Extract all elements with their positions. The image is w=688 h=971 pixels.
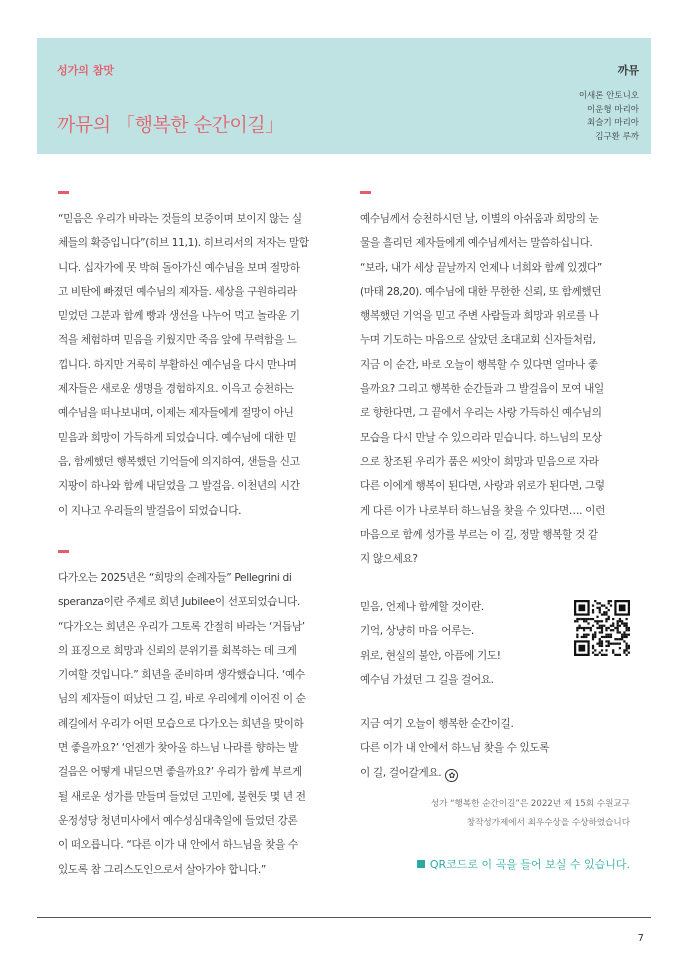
text-line: 지금 이 순간, 바로 오늘이 행복할 수 있다면 얼마나 좋 — [360, 358, 598, 371]
text-line: 면 좋을까요?’ ‘언젠가 찾아올 하느님 나라를 향하는 발 — [58, 742, 298, 755]
text-line: 지팡이 하나와 함께 내딛었을 그 발걸음. 이천년의 시간 — [58, 480, 300, 493]
text-line: “보라, 내가 세상 끝날까지 언제나 너희와 함께 있겠다” — [360, 261, 602, 274]
text-line: “다가오는 희년은 우리가 그토록 간절히 바라는 ‘거듭남’ — [58, 620, 305, 633]
text-line: 다른 이에게 행복이 된다면, 사랑과 위로가 된다면, 그렇 — [360, 480, 605, 493]
text-line: 게 다른 이가 나로부터 하느님을 찾을 수 있다면…. 이런 — [360, 504, 605, 517]
lyrics-verse-2 — [360, 712, 660, 785]
body-left-2 — [58, 566, 348, 882]
text-line: 운정성당 청년미사에서 예수성심대축일에 들었던 강론 — [58, 814, 298, 827]
square-bullet-icon — [417, 860, 425, 868]
credit-name: 이운형 마리아 — [587, 104, 639, 115]
text-line: 이 지나고 우리들의 발걸음이 되었습니다. — [58, 504, 242, 517]
qr-code-icon[interactable] — [574, 600, 630, 656]
text-line: 이 떠오릅니다. “다른 이가 내 안에서 하느님을 찾을 수 — [58, 839, 298, 852]
section-dash — [58, 191, 69, 194]
qr-caption-text: QR코드로 이 곡을 들어 보실 수 있습니다. — [429, 858, 630, 871]
flower-icon: ✿ — [445, 769, 458, 782]
text-line: 믿었던 그분과 함께 빵과 생선을 나누어 먹고 놀라운 기 — [58, 310, 300, 323]
lyric-line: 예수님 가셨던 그 길을 걸어요. — [360, 673, 494, 686]
text-line: 제자들은 새로운 생명을 경험하지요. 이윽고 승천하는 — [58, 383, 294, 396]
text-line: 낍니다. 하지만 거룩히 부활하신 예수님을 다시 만나며 — [58, 358, 297, 371]
footer-divider — [37, 917, 651, 918]
section-label: 성가의 참맛 — [57, 64, 114, 77]
credits — [579, 90, 639, 144]
text-line: 마음으로 함께 성가를 부르는 이 길, 정말 행복할 것 같 — [360, 528, 598, 541]
text-line: 있도록 참 그리스도인으로서 살아가야 합니다.” — [58, 863, 267, 876]
text-line: “믿음은 우리가 바라는 것들의 보증이며 보이지 않는 실 — [58, 213, 302, 225]
text-line: 기여할 것입니다.” 희년을 준비하며 생각했습니다. ‘예수 — [58, 669, 305, 682]
text-line: 믿음과 희망이 가득하게 되었습니다. 예수님에 대한 믿 — [58, 431, 297, 444]
text-line: 고 비탄에 빠졌던 예수님의 제자들. 세상을 구원하리라 — [58, 285, 297, 298]
body-right-1 — [360, 207, 650, 571]
text-line: 예수님께서 승천하시던 날, 이별의 아쉬움과 희망의 눈 — [360, 213, 599, 225]
lyric-line: 다른 이가 내 안에서 하느님 찾을 수 있도록 — [360, 742, 550, 755]
lyric-line — [360, 761, 660, 785]
text-line: speranza이란 주제로 희년 Jubilee이 선포되었습니다. — [58, 596, 300, 609]
text-line: 예수님을 떠나보내며, 이제는 제자들에게 절망이 아닌 — [58, 407, 294, 420]
text-line: 을까요? 그리고 행복한 순간들과 그 발걸음이 모여 내일 — [360, 383, 604, 396]
text-line: 물을 흘리던 제자들에게 예수님께서는 말씀하십니다. — [360, 237, 593, 250]
text-line: 지 않으세요? — [360, 553, 418, 566]
lyric-line: 위로, 현실의 불안, 아픔에 기도! — [360, 649, 501, 662]
text-line: 례길에서 우리가 어떤 모습으로 다가오는 희년을 맞이하 — [58, 717, 304, 730]
text-line: 걸음은 어떻게 내딛으면 좋을까요?’ 우리가 함께 부르게 — [58, 766, 302, 779]
lyric-line: 믿음, 언제나 함께할 것이란. — [360, 601, 484, 613]
credit-name: 최슬기 마리아 — [587, 118, 639, 128]
credit-name: 이새론 안토니오 — [578, 91, 639, 101]
credit-name: 김구환 루까 — [595, 131, 639, 142]
lyric-text: 이 길, 걸어갈게요. — [360, 766, 442, 779]
section-dash — [58, 550, 69, 553]
header-banner — [37, 38, 651, 154]
note-line: 성가 “행복한 순간이길”은 2022년 제 15회 수원교구 — [430, 799, 630, 809]
text-line: 누며 기도하는 마음으로 살았던 초대교회 신자들처럼, — [360, 334, 596, 347]
qr-caption — [360, 856, 630, 872]
text-line: 될 새로운 성가를 만들며 들었던 고민에, 불현듯 몇 년 전 — [58, 790, 306, 803]
text-line: 적을 체험하며 믿음을 키웠지만 죽음 앞에 무력함을 느 — [58, 334, 297, 347]
text-line: 행복했던 기억을 믿고 주변 사람들과 희망과 위로를 나 — [360, 310, 599, 323]
lyric-line: 지금 여기 오늘이 행복한 순간이길. — [360, 718, 514, 730]
text-line: 모습을 다시 만날 수 있으리라 믿습니다. 하느님의 모상 — [360, 431, 602, 444]
text-line: 음, 함께했던 행복했던 기억들에 의지하여, 샌들을 신고 — [58, 455, 300, 468]
text-line: 으로 창조된 우리가 품은 씨앗이 희망과 믿음으로 자라 — [360, 455, 599, 468]
award-note — [360, 795, 630, 833]
note-line: 창작성가제에서 최우수상을 수상하였습니다 — [466, 818, 630, 828]
text-line: 니다. 십자가에 못 박혀 돌아가신 예수님을 보며 절망하 — [58, 261, 300, 274]
page-number: 7 — [637, 933, 644, 944]
section-dash — [360, 191, 371, 194]
text-line: 체들의 확증입니다”(히브 11,1). 히브리서의 저자는 말합 — [58, 237, 309, 250]
text-line: (마태 28,20). 예수님에 대한 무한한 신뢰, 또 함께했던 — [360, 285, 602, 298]
body-left-1 — [58, 207, 348, 523]
text-line: 의 표징으로 희망과 신뢰의 분위기를 회복하는 데 크게 — [58, 644, 297, 657]
text-line: 님의 제자들이 떠났던 그 길, 바로 우리에게 이어진 이 순 — [58, 693, 306, 706]
lyric-line: 기억, 상냥히 마음 어루는. — [360, 625, 474, 638]
brand-name: 까뮤 — [617, 64, 639, 77]
article-title: 까뮤의 「행복한 순간이길」 — [57, 114, 284, 136]
text-line: 다가오는 2025년은 “희망의 순례자들” Pellegrini di — [58, 572, 292, 584]
text-line: 로 향한다면, 그 끝에서 우리는 사랑 가득하신 예수님의 — [360, 407, 602, 420]
